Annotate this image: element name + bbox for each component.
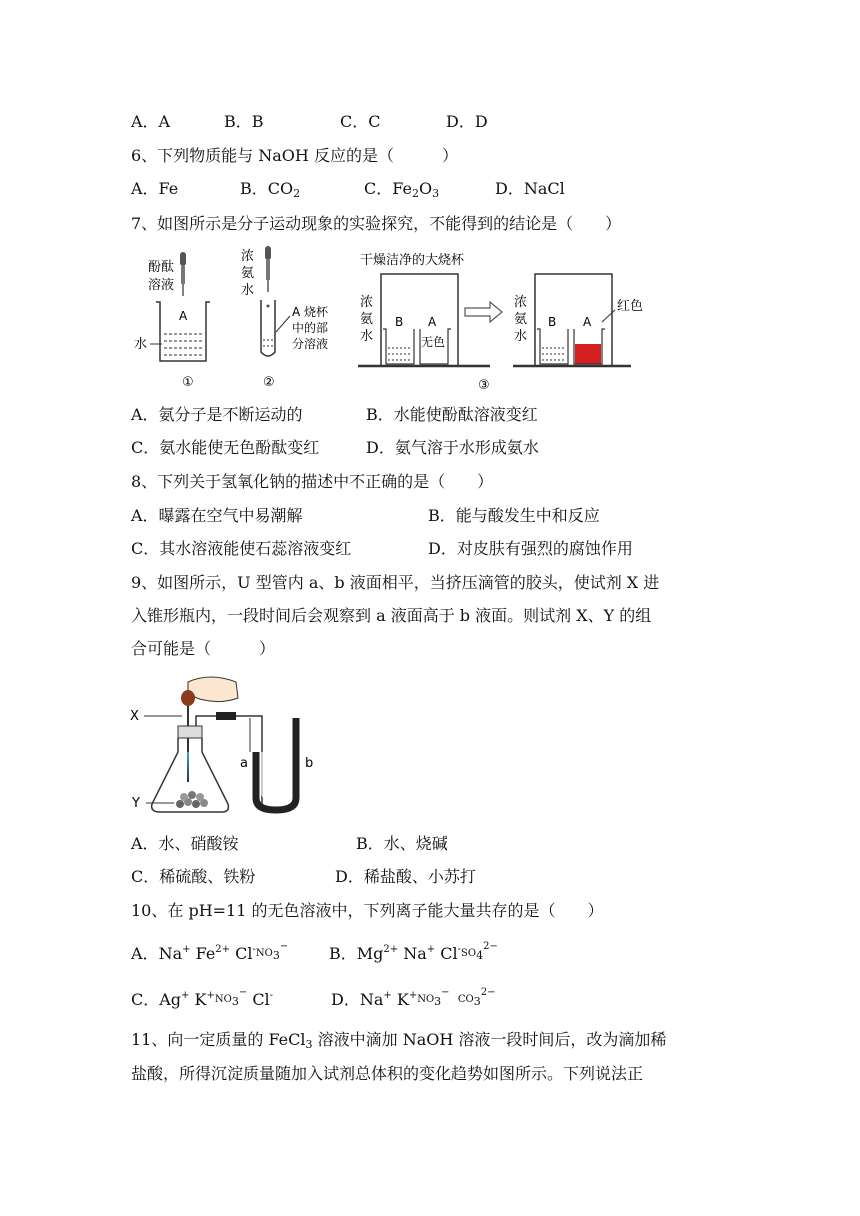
q8-option-a: A．曝露在空气中易潮解 <box>131 506 303 525</box>
fig3-amm2-3: 水 <box>514 329 528 344</box>
q7-figure <box>128 244 648 394</box>
fig1-label-2: 溶液 <box>148 278 175 293</box>
q10-option-b: B．$Mg^{2+}$ Na+ $Cl^-SO_4^{2-}$ <box>329 941 498 963</box>
q7-option-a: A．氨分子是不断运动的 <box>131 405 303 424</box>
q9-line-1: 9、如图所示，U 型管内 a、b 液面相平，当挤压滴管的胶头，使试剂 X 进 <box>131 573 660 592</box>
fig3-beaker-b <box>383 329 414 364</box>
q9-line-3: 合可能是（ ） <box>131 639 276 658</box>
fig2-label-3: 水 <box>241 283 255 298</box>
q9-option-c: C．稀硫酸、铁粉 <box>131 867 256 886</box>
fig3-amm-2: 氨 <box>360 312 374 327</box>
q5-option-c: C．C <box>340 112 381 131</box>
fig2-label-2: 氨 <box>241 266 255 281</box>
q5-option-d: D．D <box>446 112 488 131</box>
fig3-beaker-b2 <box>537 329 568 364</box>
fig2-test-tube <box>261 300 275 356</box>
q9-delivery-tube <box>196 716 262 810</box>
q9-option-a: A．水、硝酸铵 <box>131 834 239 853</box>
q9-label-b: b <box>305 756 314 771</box>
fig1-dropper <box>180 252 186 296</box>
fig1-label-1: 酚酞 <box>148 260 175 275</box>
fig3-amm2-2: 氨 <box>514 312 528 327</box>
fig3-beaker-a-label: A <box>428 315 437 329</box>
fig2-label-1: 浓 <box>241 249 255 264</box>
fig3-big-beaker-label: 干燥洁净的大烧杯 <box>360 253 465 268</box>
q7-option-b: B．水能使酚酞溶液变红 <box>366 405 538 424</box>
q9-hand <box>188 677 238 702</box>
q8-option-c: C．其水溶液能使石蕊溶液变红 <box>131 539 352 558</box>
fig3-amm-3: 水 <box>360 329 374 344</box>
fig1-number: ① <box>182 375 194 390</box>
q11-line-2: 盐酸，所得沉淀质量随加入试剂总体积的变化趋势如图所示。下列说法正 <box>131 1064 644 1083</box>
q10-option-a: A．Na+ $Fe^{2+}$ $Cl^-NO_3^-$ <box>131 941 289 963</box>
q10-option-d: D．Na+ $K^+NO_3^-$ $CO_3^{2-}$ <box>331 987 496 1009</box>
fig2-dropper <box>265 246 271 308</box>
q7-stem: 7、如图所示是分子运动现象的实验探究，不能得到的结论是（ ） <box>131 214 622 233</box>
fig3-beaker-b2-label: B <box>548 315 557 329</box>
fig3-beaker-a3-label: A <box>583 315 592 329</box>
q10-stem: 10、在 pH=11 的无色溶液中，下列离子能大量共存的是（ ） <box>131 901 604 920</box>
q5-option-a: A．A <box>131 112 171 131</box>
q9-figure <box>130 672 340 822</box>
q5-option-b: B．B <box>224 112 264 131</box>
q8-option-b: B．能与酸发生中和反应 <box>428 506 600 525</box>
fig3-amm-1: 浓 <box>360 295 374 310</box>
q9-label-a: a <box>240 756 248 771</box>
fig3-colorless-label: 无色 <box>421 335 446 349</box>
q7-option-c: C．氨水能使无色酚酞变红 <box>131 438 320 457</box>
fig3-red-label: 红色 <box>617 299 644 314</box>
fig2-label-b3: 分溶液 <box>292 337 329 351</box>
fig3-arrow <box>465 302 502 322</box>
q9-dropper-bulb <box>181 690 195 706</box>
fig2-label-b1: A 烧杯 <box>292 305 329 319</box>
fig1-beaker-a: A <box>179 309 188 323</box>
q9-option-b: B．水、烧碱 <box>356 834 448 853</box>
q7-option-d: D．氨气溶于水形成氨水 <box>366 438 539 457</box>
q9-label-y: Y <box>132 796 140 811</box>
fig3-beaker-b-label: B <box>395 315 404 329</box>
q6-option-a: A．Fe <box>131 179 179 198</box>
q8-option-d: D．对皮肤有强烈的腐蚀作用 <box>428 539 633 558</box>
q11-line-1: 11、向一定质量的 FeCl$_3$ 溶液中滴加 NaOH 溶液一段时间后，改为滴加稀 <box>131 1030 667 1051</box>
fig3-amm2-1: 浓 <box>514 295 528 310</box>
q8-stem: 8、下列关于氢氧化钠的描述中不正确的是（ ） <box>131 472 494 491</box>
fig2-number: ② <box>263 375 275 390</box>
q6-stem: 6、下列物质能与 NaOH 反应的是（ ） <box>131 146 458 165</box>
fig3-beaker-red <box>574 329 605 364</box>
fig2-label-b2: 中的部 <box>292 321 329 335</box>
q9-label-x: X <box>130 709 139 724</box>
q6-option-b: B．$CO_2$ <box>240 179 301 200</box>
q6-option-c: C．$Fe_2O_3$ <box>364 179 440 200</box>
fig3-number: ③ <box>478 378 490 393</box>
q9-option-d: D．稀盐酸、小苏打 <box>335 867 476 886</box>
q9-stopper <box>178 726 202 738</box>
q10-option-c: C．Ag+ $K^+NO_3^-$ Cl- <box>131 987 274 1009</box>
q9-solid-y <box>176 791 208 808</box>
fig1-water-label: 水 <box>134 337 148 352</box>
q9-line-2: 入锥形瓶内，一段时间后会观察到 a 液面高于 b 液面。则试剂 X、Y 的组 <box>131 606 652 625</box>
q6-option-d: D．NaCl <box>495 179 565 198</box>
